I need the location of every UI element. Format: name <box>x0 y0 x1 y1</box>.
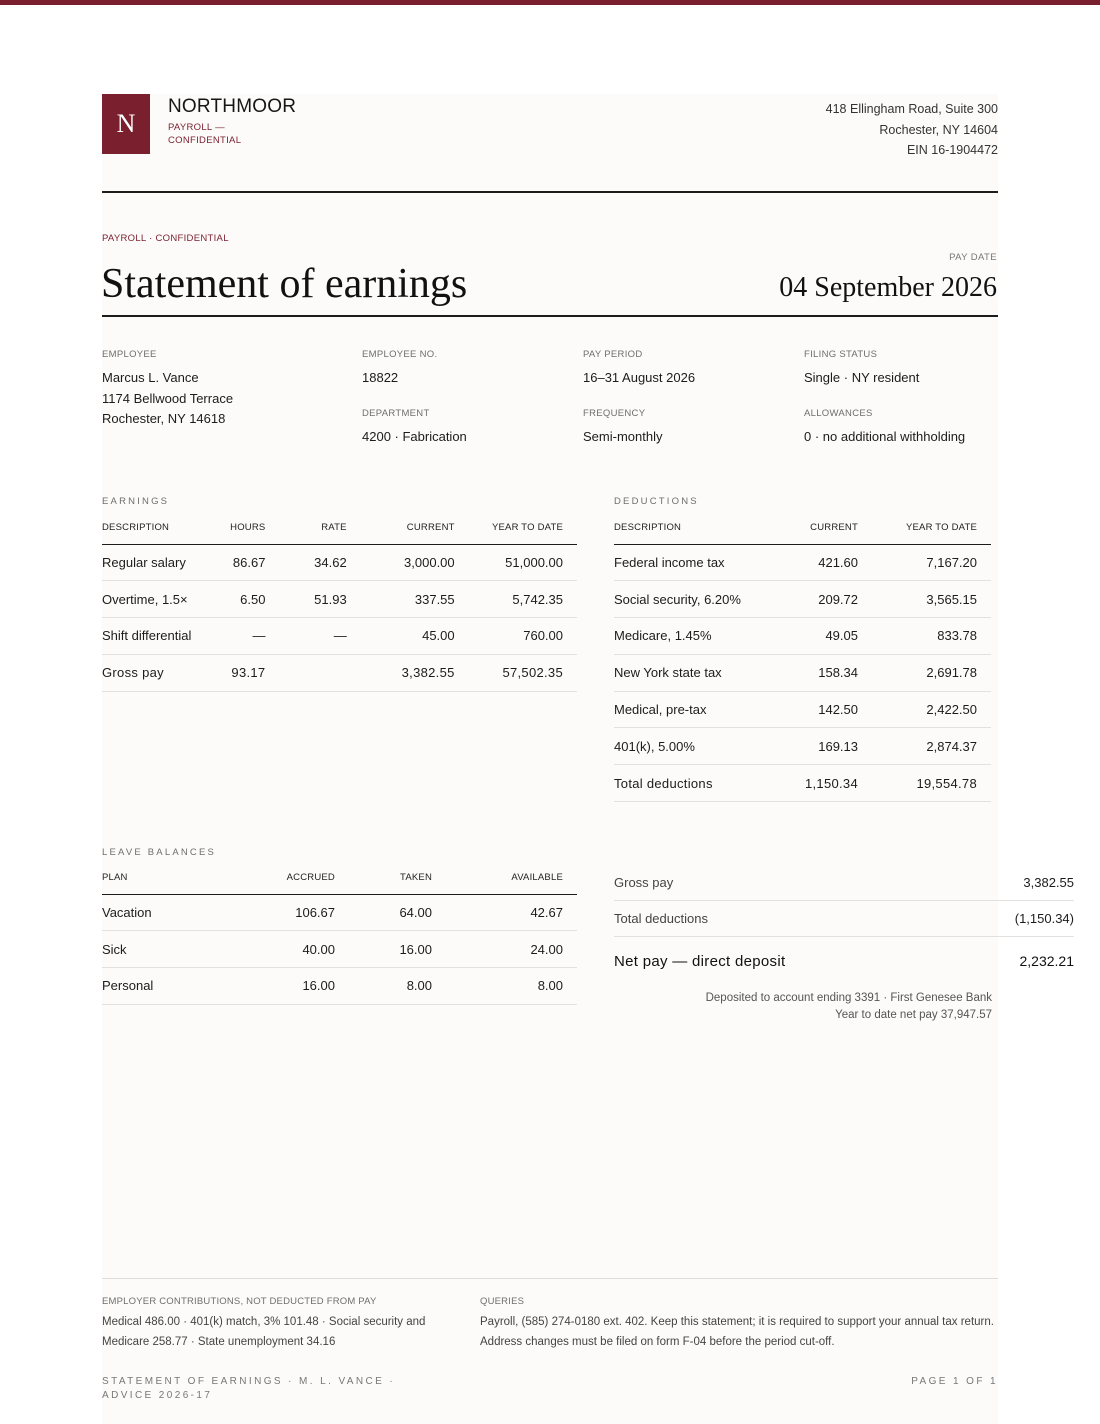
summary-gross-row <box>614 864 1074 901</box>
summary-net-row <box>614 937 1074 981</box>
document-eyebrow: PAYROLL · CONFIDENTIAL <box>102 233 229 244</box>
leave-table <box>102 862 577 1005</box>
leave-available: 24.00 <box>432 931 577 968</box>
earnings-section-title: EARNINGS <box>102 496 170 507</box>
earnings-ytd: 760.00 <box>455 618 577 655</box>
deduction-ytd: 2,874.37 <box>858 728 991 765</box>
earnings-col-ytd: YEAR TO DATE <box>455 512 577 544</box>
allowances-label: ALLOWANCES <box>804 408 873 419</box>
deduction-current: 169.13 <box>764 728 858 765</box>
frequency-label: FREQUENCY <box>583 408 646 419</box>
employee-name: Marcus L. Vance <box>102 370 199 385</box>
deposit-account-note: Deposited to account ending 3391 · First Genesee Bank <box>705 992 992 1004</box>
header-divider <box>102 191 998 193</box>
net-pay-label: Net pay — direct deposit <box>614 953 786 970</box>
earnings-current: 3,382.55 <box>347 654 455 691</box>
leave-plan: Personal <box>102 968 242 1005</box>
employee-label: EMPLOYEE <box>102 349 157 360</box>
colophon-line-2: ADVICE 2026-17 <box>102 1390 213 1401</box>
earnings-rate: 34.62 <box>265 544 346 581</box>
table-row <box>614 728 991 765</box>
earnings-hours: 6.50 <box>215 581 265 618</box>
deductions-section-title: DEDUCTIONS <box>614 496 699 507</box>
deduction-current: 158.34 <box>764 654 858 691</box>
leave-col-plan: PLAN <box>102 862 242 894</box>
deduction-current: 209.72 <box>764 581 858 618</box>
frequency: Semi-monthly <box>583 429 663 444</box>
earnings-ytd: 57,502.35 <box>455 654 577 691</box>
earnings-ytd: 51,000.00 <box>455 544 577 581</box>
employee-no: 18822 <box>362 370 399 385</box>
table-row <box>102 581 577 618</box>
deductions-table <box>614 512 991 802</box>
earnings-hours: — <box>215 618 265 655</box>
deposit-notes <box>706 990 992 1024</box>
leave-section-title: LEAVE BALANCES <box>102 847 217 858</box>
summary-gross-value: 3,382.55 <box>1023 875 1074 890</box>
contributions-line-1: Medical 486.00 · 401(k) match, 3% 101.48 · Social security and <box>102 1316 426 1328</box>
deduction-ytd: 7,167.20 <box>858 544 991 581</box>
deduction-ytd: 2,691.78 <box>858 654 991 691</box>
earnings-col-rate: RATE <box>265 512 346 544</box>
pay-period: 16–31 August 2026 <box>583 370 696 385</box>
table-row <box>102 618 577 655</box>
queries-text <box>480 1313 1000 1352</box>
earnings-rate: 51.93 <box>265 581 346 618</box>
leave-plan: Vacation <box>102 894 242 931</box>
employee-street: 1174 Bellwood Terrace <box>102 390 234 406</box>
earnings-rate <box>265 654 346 691</box>
employee-no-label: EMPLOYEE NO. <box>362 349 438 360</box>
deduction-current: 1,150.34 <box>764 765 858 802</box>
document-colophon <box>102 1375 395 1403</box>
table-row <box>102 931 577 968</box>
leave-accrued: 40.00 <box>242 931 335 968</box>
earnings-rate: — <box>265 618 346 655</box>
summary-deductions-row <box>614 901 1074 937</box>
table-row <box>614 581 991 618</box>
leave-accrued: 16.00 <box>242 968 335 1005</box>
company-name: NORTHMOOR <box>168 96 297 117</box>
earnings-hours: 93.17 <box>215 654 265 691</box>
table-row <box>102 544 577 581</box>
leave-taken: 8.00 <box>335 968 432 1005</box>
earnings-header-row <box>102 512 577 544</box>
filing-status: Single · NY resident <box>804 370 920 385</box>
earnings-current: 45.00 <box>347 618 455 655</box>
earnings-col-hours: HOURS <box>215 512 265 544</box>
deduction-desc: Medicare, 1.45% <box>614 618 764 655</box>
deduction-ytd: 833.78 <box>858 618 991 655</box>
summary-gross-label: Gross pay <box>614 875 674 890</box>
pay-date: 04 September 2026 <box>779 272 997 303</box>
leave-header-row <box>102 862 577 894</box>
deduction-desc: Medical, pre-tax <box>614 691 764 728</box>
company-ein: EIN 16-1904472 <box>906 143 998 157</box>
department-label: DEPARTMENT <box>362 408 430 419</box>
filing-status-label: FILING STATUS <box>804 349 878 360</box>
company-tagline: PAYROLL — CONFIDENTIAL <box>168 122 242 146</box>
queries-label: QUERIES <box>480 1296 525 1307</box>
company-logo <box>102 94 150 154</box>
earnings-hours: 86.67 <box>215 544 265 581</box>
table-row <box>614 654 991 691</box>
table-row <box>614 618 991 655</box>
logo-letter: N <box>116 109 136 138</box>
earnings-ytd: 5,742.35 <box>455 581 577 618</box>
deduction-desc: 401(k), 5.00% <box>614 728 764 765</box>
deductions-col-ytd: YEAR TO DATE <box>858 512 991 544</box>
summary-deductions-value: (1,150.34) <box>1014 911 1074 926</box>
deductions-header-row <box>614 512 991 544</box>
table-row <box>102 968 577 1005</box>
earnings-col-description: DESCRIPTION <box>102 512 215 544</box>
table-row <box>614 691 991 728</box>
summary-deductions-label: Total deductions <box>614 911 708 926</box>
net-pay-value: 2,232.21 <box>1019 953 1074 969</box>
leave-available: 8.00 <box>432 968 577 1005</box>
earnings-desc: Overtime, 1.5× <box>102 581 215 618</box>
company-address <box>826 99 998 161</box>
employee-city: Rochester, NY 14618 <box>102 411 226 426</box>
deduction-ytd: 19,554.78 <box>858 765 991 802</box>
deductions-total-row <box>614 765 991 802</box>
leave-taken: 64.00 <box>335 894 432 931</box>
colophon-line-1: STATEMENT OF EARNINGS · M. L. VANCE · <box>102 1376 396 1387</box>
employer-contributions-label: EMPLOYER CONTRIBUTIONS, NOT DEDUCTED FROM PAY <box>102 1296 377 1307</box>
deduction-current: 49.05 <box>764 618 858 655</box>
earnings-total-row <box>102 654 577 691</box>
pay-date-label: PAY DATE <box>949 252 997 263</box>
earnings-desc: Regular salary <box>102 544 215 581</box>
employee-block <box>102 368 233 430</box>
earnings-table <box>102 512 577 692</box>
deduction-current: 142.50 <box>764 691 858 728</box>
page-title: Statement of earnings <box>101 261 468 307</box>
contributions-line-2: Medicare 258.77 · State unemployment 34.16 <box>102 1335 336 1348</box>
earnings-current: 337.55 <box>347 581 455 618</box>
address-line-2: Rochester, NY 14604 <box>879 122 998 137</box>
pay-period-label: PAY PERIOD <box>583 349 643 360</box>
title-divider <box>102 315 998 317</box>
deduction-current: 421.60 <box>764 544 858 581</box>
earnings-col-current: CURRENT <box>347 512 455 544</box>
deduction-ytd: 2,422.50 <box>858 691 991 728</box>
leave-col-available: AVAILABLE <box>432 862 577 894</box>
ytd-net-note: Year to date net pay 37,947.57 <box>835 1009 992 1021</box>
deduction-desc: Total deductions <box>614 765 764 802</box>
earnings-desc: Gross pay <box>102 654 215 691</box>
table-row <box>614 544 991 581</box>
earnings-current: 3,000.00 <box>347 544 455 581</box>
earnings-desc: Shift differential <box>102 618 215 655</box>
leave-col-accrued: ACCRUED <box>242 862 335 894</box>
footer-divider <box>102 1278 998 1279</box>
leave-taken: 16.00 <box>335 931 432 968</box>
queries-line-2: Address changes must be filed on form F-04 before the period cut-off. <box>480 1335 835 1348</box>
top-accent-bar <box>0 0 1100 5</box>
leave-available: 42.67 <box>432 894 577 931</box>
queries-line-1: Payroll, (585) 274-0180 ext. 402. Keep this statement; it is required to support your annual tax return. <box>480 1316 994 1328</box>
table-row <box>102 894 577 931</box>
leave-accrued: 106.67 <box>242 894 335 931</box>
page-number: PAGE 1 OF 1 <box>911 1376 998 1387</box>
address-line-1: 418 Ellingham Road, Suite 300 <box>825 102 998 116</box>
allowances: 0 · no additional withholding <box>804 429 966 444</box>
department: 4200 · Fabrication <box>362 429 467 444</box>
leave-plan: Sick <box>102 931 242 968</box>
deduction-desc: Federal income tax <box>614 544 764 581</box>
deductions-col-current: CURRENT <box>764 512 858 544</box>
deduction-ytd: 3,565.15 <box>858 581 991 618</box>
deduction-desc: Social security, 6.20% <box>614 581 764 618</box>
deduction-desc: New York state tax <box>614 654 764 691</box>
employer-contributions-text <box>102 1313 442 1352</box>
deductions-col-description: DESCRIPTION <box>614 512 764 544</box>
leave-col-taken: TAKEN <box>335 862 432 894</box>
